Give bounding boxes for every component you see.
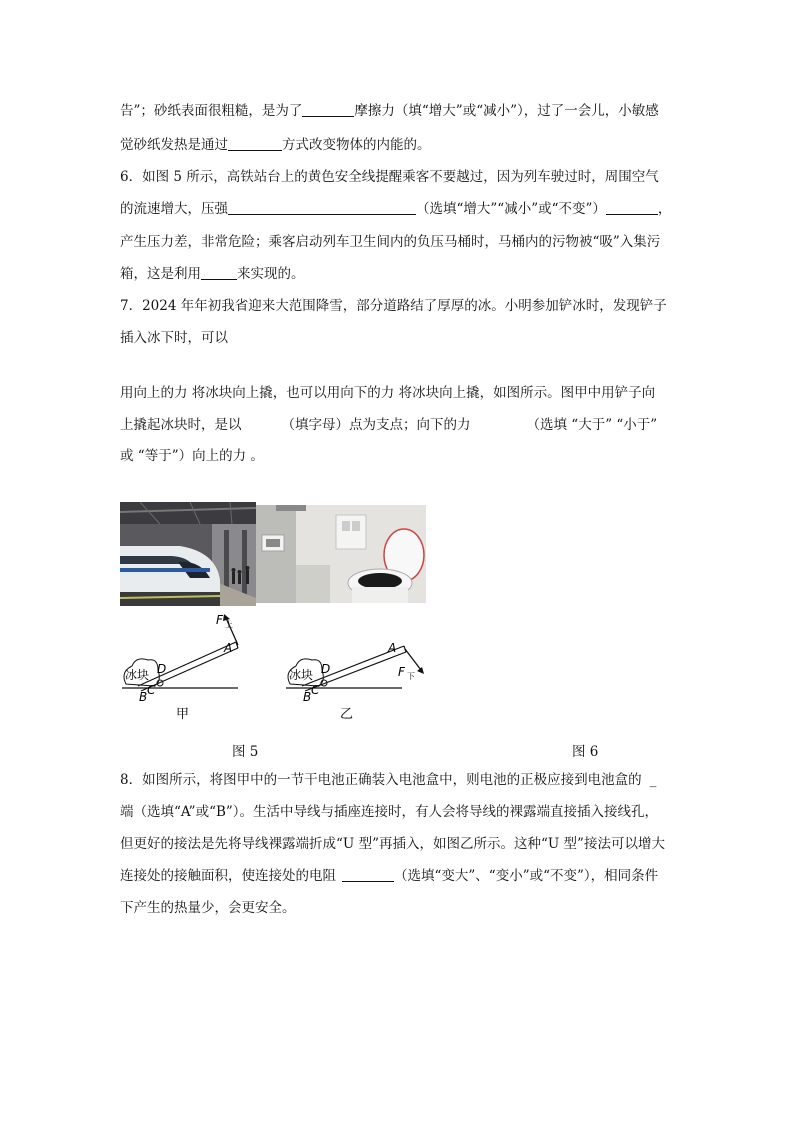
point-d-label-2: D	[321, 662, 331, 676]
q8-line-5: 下产生的热量少，会更安全。	[120, 900, 296, 916]
fig5-caption: 图 5	[232, 744, 259, 760]
q5-line-1: 告”；砂纸表面很粗糙，是为了 摩擦力（填“增大”或“减小”），过了一会儿，小敏感	[120, 103, 659, 119]
point-a-label: A	[224, 641, 233, 655]
point-b-label: B	[139, 690, 148, 704]
toilet-photo	[256, 505, 426, 603]
point-c-label: C	[147, 683, 156, 697]
q7-line-1: 7．2024 年年初我省迎来大范围降雪，部分道路结了厚厚的冰。小明参加铲冰时，发现铲子	[120, 298, 667, 314]
ice-label-2: 冰块	[289, 668, 314, 682]
force-up-subscript: 上	[225, 620, 233, 629]
diagram-right-caption: 乙	[340, 707, 354, 722]
answer-blank	[228, 137, 282, 151]
q7-line-3: 用向上的力 将冰块向上撬，也可以用向下的力 将冰块向上撬，如图所示。图甲中用铲子向	[120, 385, 656, 401]
q8-line-2: 端（选填“A”或“B”）。生活中导线与插座连接时，有人会将导线的裸露端直接插入接线孔，	[120, 804, 659, 820]
q7-line-4: 上撬起冰块时，是以 （填字母）点为支点；向下的力 （选填 “大于” “小于”	[120, 417, 658, 433]
q6-line-2: 的流速增大，压强 （选填“增大”“减小”或“不变”） ，	[120, 201, 672, 217]
point-b-label-2: B	[303, 690, 312, 704]
force-down-label: F	[398, 665, 405, 679]
fig6-caption: 图 6	[572, 744, 599, 760]
answer-blank	[201, 266, 237, 280]
q5-line-2: 觉砂纸发热是通过 方式改变物体的内能的。	[120, 137, 431, 153]
answer-blank	[228, 201, 416, 215]
q8-line-3: 但更好的接法是先将导线裸露端折成“U 型”再插入，如图乙所示。这种“U 型”接法可以增大	[120, 836, 665, 852]
force-down-subscript: 下	[407, 672, 415, 681]
diagram-left-caption: 甲	[176, 707, 190, 722]
q7-line-2: 插入冰下时，可以	[120, 330, 228, 346]
lever-diagram-left	[118, 612, 248, 722]
q6-line-3: 产生压力差，非常危险；乘客启动列车卫生间内的负压马桶时，马桶内的污物被“吸”入集污	[120, 234, 661, 250]
ice-label: 冰块	[125, 668, 150, 682]
force-up-label: F	[216, 613, 223, 627]
q6-line-4: 箱，这是利用 来实现的。	[120, 266, 305, 282]
answer-blank	[302, 103, 354, 117]
q7-line-5: 或 “等于”）向上的力 。	[120, 448, 264, 464]
answer-blank	[606, 201, 658, 215]
point-d-label: D	[157, 662, 167, 676]
point-c-label-2: C	[311, 683, 320, 697]
q8-line-4: 连接处的接触面积，使连接处的电阻 （选填“变大”、“变小”或“不变”），相同条件	[120, 868, 659, 884]
answer-blank	[342, 868, 394, 882]
lever-diagram-right	[282, 612, 432, 722]
train-photo	[120, 502, 256, 606]
point-a-label-2: A	[388, 641, 397, 655]
q6-line-1: 6．如图 5 所示，高铁站台上的黄色安全线提醒乘客不要越过，因为列车驶过时，周围空气	[120, 169, 659, 185]
q8-line-1: 8．如图所示，将图甲中的一节干电池正确装入电池盒中，则电池的正极应接到电池盒的 _	[120, 772, 657, 788]
